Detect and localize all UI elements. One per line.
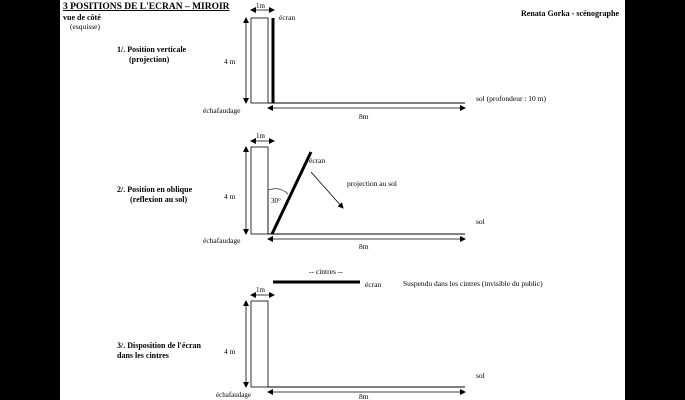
screen-oblique — [272, 152, 311, 234]
section-oblique — [117, 132, 485, 251]
floor-label: sol — [476, 371, 485, 380]
angle-label: 30° — [271, 197, 281, 205]
length-label: 8m — [359, 242, 369, 251]
floor-label: sol — [476, 217, 485, 226]
length-label: 8m — [359, 112, 369, 121]
height-label: 4 m — [224, 192, 236, 201]
height-label: 4 m — [224, 347, 236, 356]
width-label: 1m — [256, 132, 265, 140]
angle-arc — [268, 189, 288, 194]
cintres-label: -- cintres -- — [309, 267, 343, 276]
scaffold — [251, 18, 268, 103]
author-label: Renata Gorka - scénographe — [521, 9, 619, 18]
projection-label: projection au sol — [347, 179, 397, 188]
section-1-subheading: (projection) — [129, 55, 170, 64]
scaffold-label: échafaudage — [203, 106, 241, 115]
screen-label: écran — [279, 13, 296, 22]
section-vertical — [117, 2, 546, 121]
scaffold-label: échafaudage — [203, 236, 241, 245]
diagram-sheet — [60, 0, 625, 400]
screen-label: écran — [309, 156, 326, 165]
screen-label: écran — [365, 280, 382, 289]
sketch-label: (esquisse) — [70, 22, 100, 31]
projection-arrow — [311, 172, 343, 208]
height-label: 4 m — [224, 57, 236, 66]
section-2-heading: 2/. Position en oblique — [117, 185, 193, 194]
section-3-heading: 3/. Disposition de l'écran — [117, 341, 202, 350]
section-1-heading: 1/. Position verticale — [117, 45, 187, 54]
diagram-canvas — [60, 0, 625, 400]
suspended-label: Suspendu dans les cintres (invisible du public) — [403, 279, 543, 288]
floor-label: sol (profondeur : 10 m) — [476, 94, 546, 103]
length-label: 8m — [359, 392, 369, 400]
section-cintres — [117, 267, 543, 400]
scaffold — [251, 147, 268, 234]
width-label: 1m — [256, 2, 265, 10]
section-3-subheading: dans les cintres — [117, 351, 169, 360]
width-label: 1m — [256, 286, 265, 294]
view-label: vue de côté — [63, 13, 101, 22]
scaffold-label: échafaudage — [216, 391, 251, 399]
scaffold — [251, 301, 268, 387]
page-title: 3 POSITIONS DE L'ECRAN – MIROIR — [63, 2, 230, 12]
section-2-subheading: (reflexion au sol) — [130, 195, 188, 204]
